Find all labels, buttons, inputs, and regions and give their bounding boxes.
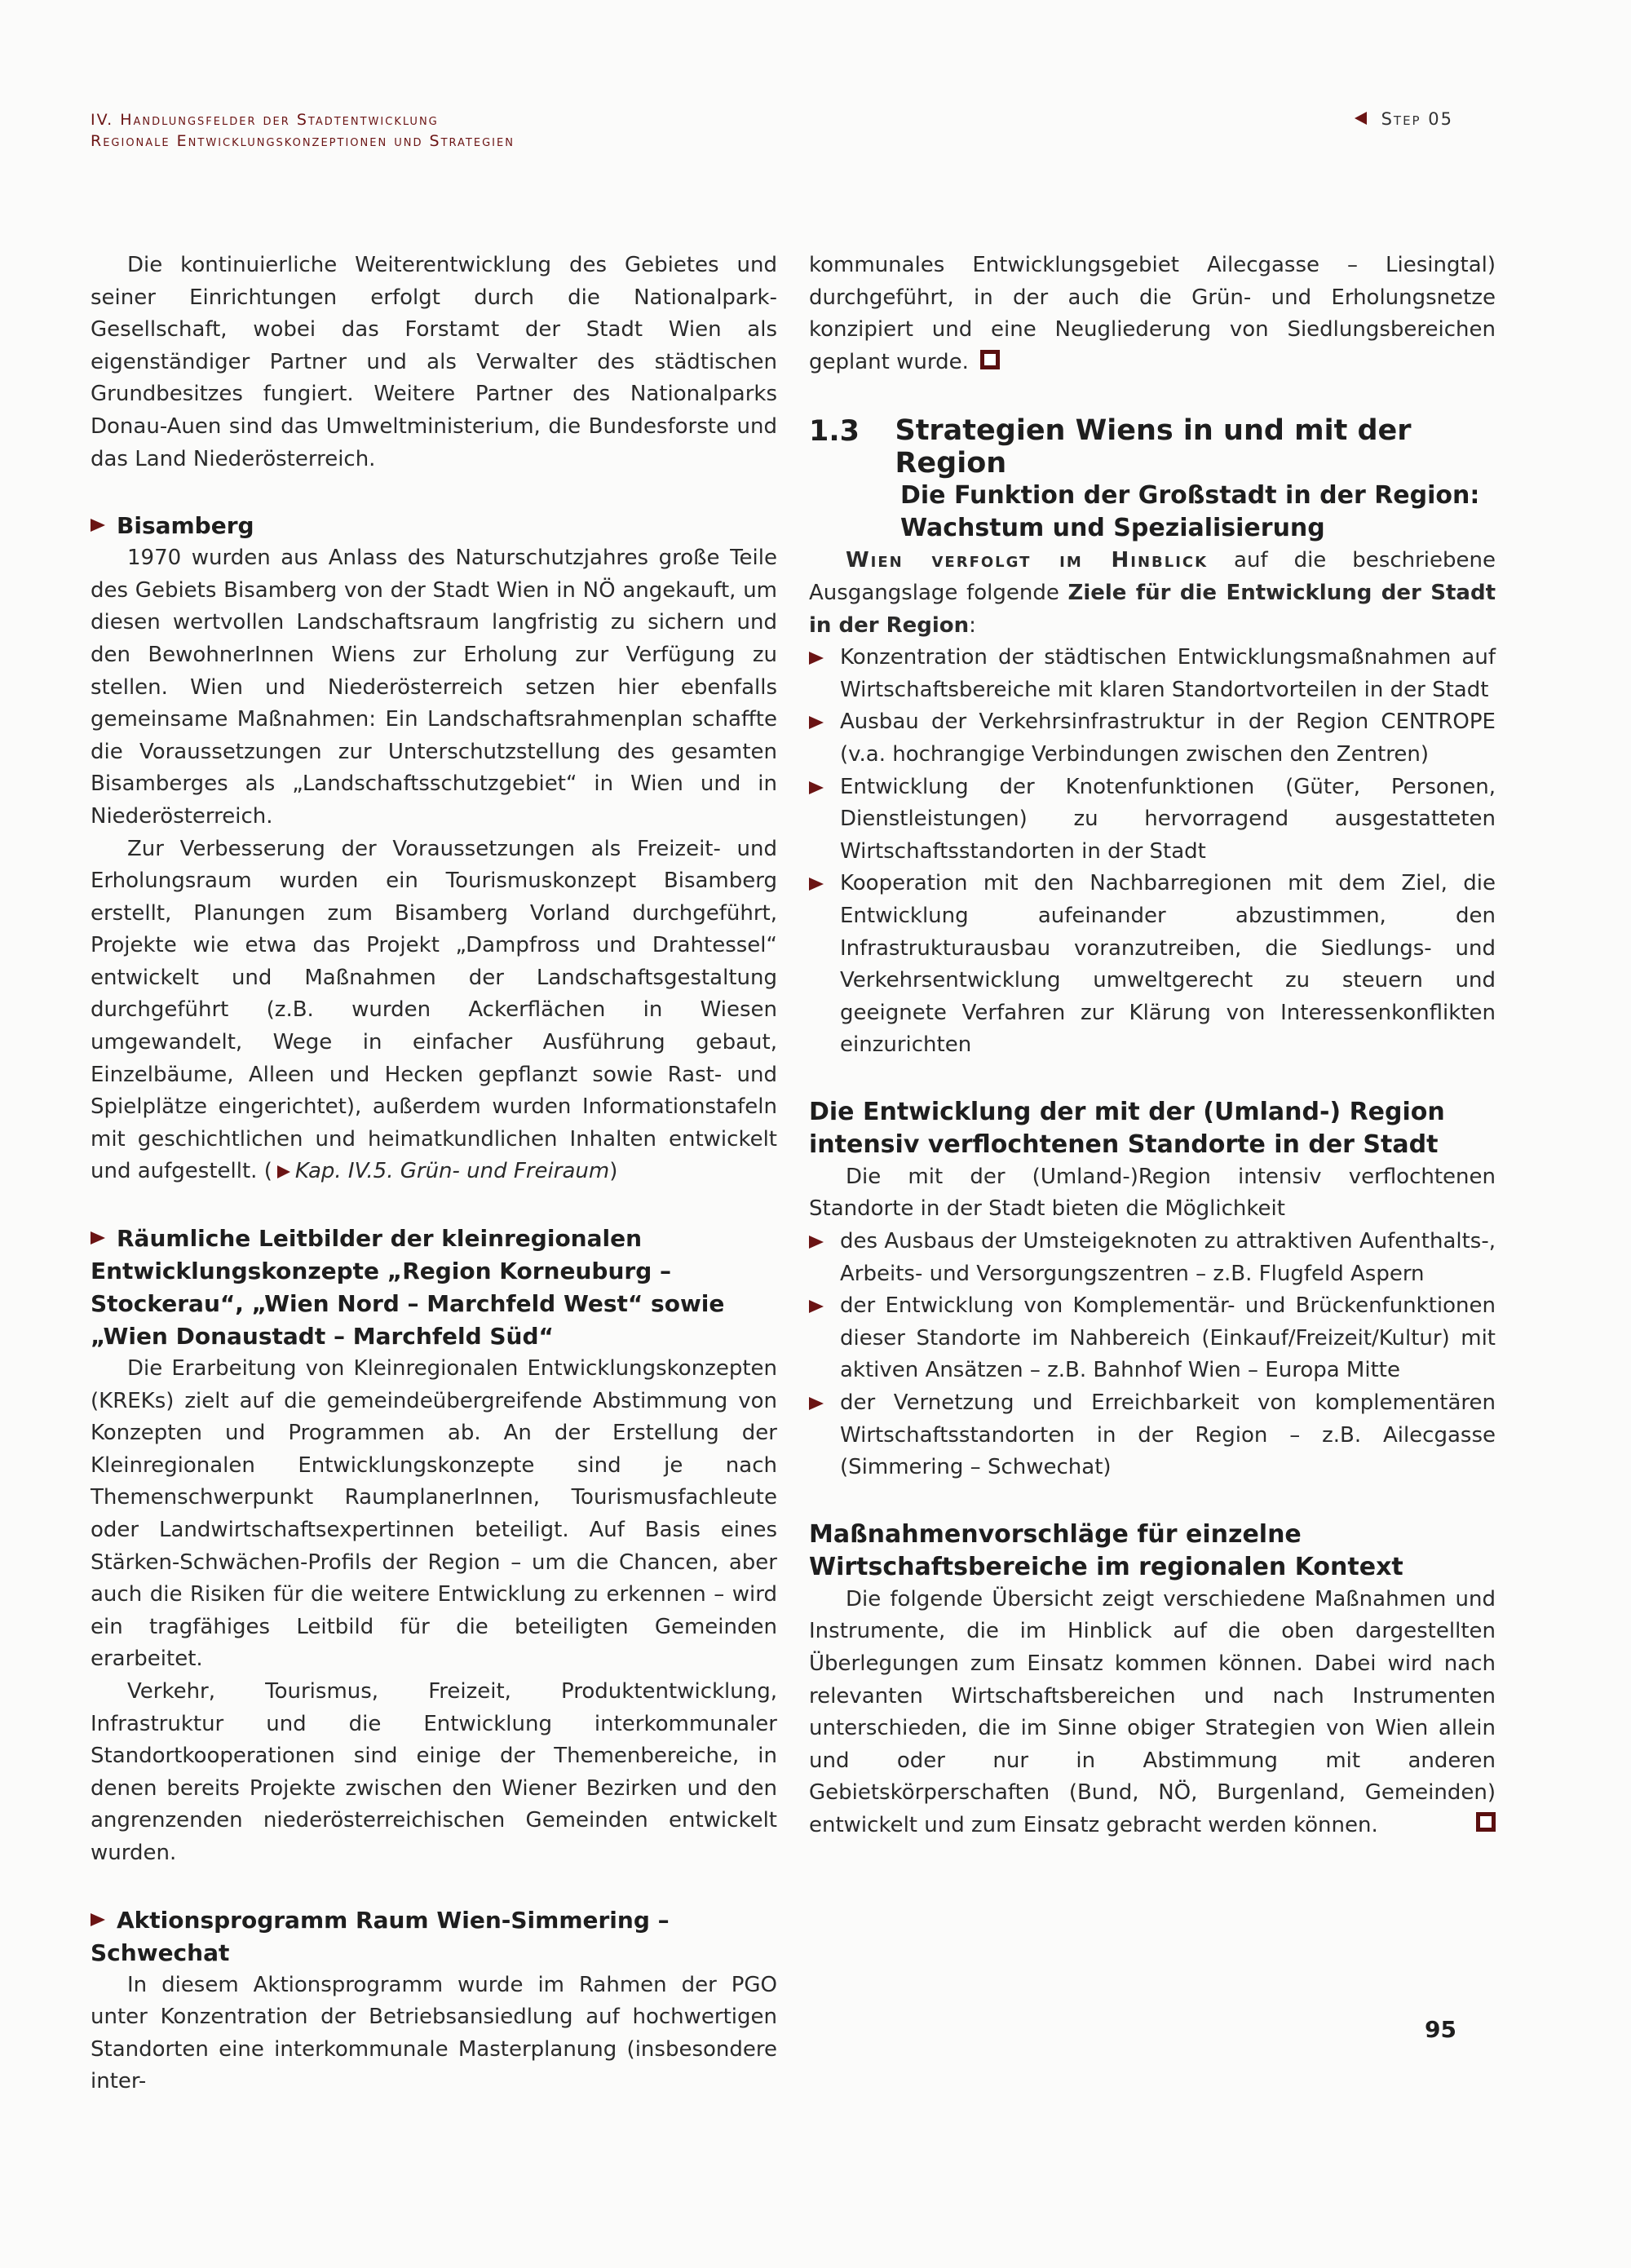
heading-aktionsprogramm: [91, 1904, 777, 1970]
intro-text: auf die beschriebene Ausgangslage folgende: [809, 548, 1496, 605]
list-item: [809, 1290, 1496, 1387]
right-column: [809, 250, 1496, 1842]
list-item: [809, 868, 1496, 1062]
paragraph-massnahmen: [809, 1584, 1496, 1842]
triangle-bullet-icon: [809, 1300, 824, 1313]
back-triangle-icon: [1355, 112, 1367, 125]
paragraph-massnahmen-text: Die folgende Übersicht zeigt verschiedene Maßnahmen und Instrumente, die im Hinblick auf die oben dargestellten Überlegungen zum Einsatz kommen können. Dabei wird nach relevanten Wirtschaftsbereichen und nach Instrumenten unterschieden, die im Sinne obiger Strategien von Wien allein und oder nur in Abstimmung mit anderen Gebietskörperschaften (Bund, NÖ, Burgenland, Gemeinden) entwickelt und zum Einsatz gebracht werden können.: [809, 1586, 1496, 1837]
paragraph-leitbilder-1: Die Erarbeitung von Kleinregionalen Entwicklungskonzepten (KREKs) zielt auf die gemeindeübergreifende Abstimmung von Konzepten und Programmen ab. An der Erstellung der Kleinregionalen Entwicklungskonzepte sind je nach Themenschwerpunkt RaumplanerInnen, Tourismusfachleute oder Landwirtschaftsexpertinnen beteiligt. Auf Basis eines Stärken-Schwächen-Profils der Region – um die Chancen, aber auch die Risiken für die weitere Entwicklung zu erkennen – wird ein tragfähiges Leitbild für die beteiligten Gemeinden erarbeitet.: [91, 1356, 777, 1672]
triangle-bullet-icon: [809, 878, 824, 891]
triangle-bullet-icon: [809, 1397, 824, 1410]
list-item: [809, 771, 1496, 869]
paragraph-continued-text: kommunales Entwicklungsgebiet Ailecgasse – Liesingtal) durchgeführt, in der auch die Grün- und Erholungsnetze konzipiert und eine Neugliederung von Siedlungsbereichen geplant wurde.: [809, 253, 1496, 374]
heading-massnahmen: Maßnahmenvorschläge für einzelne Wirtschaftsbereiche im regionalen Kontext: [809, 1519, 1403, 1581]
intro-colon: :: [969, 612, 976, 638]
heading-bisamberg-text: Bisamberg: [117, 512, 254, 540]
heading-leitbilder-text: Räumliche Leitbilder der kleinregionalen Entwicklungskonzepte „Region Korneuburg – Stockerau“, „Wien Nord – Marchfeld West“ sowie „Wien Donaustadt – Marchfeld Süd“: [91, 1225, 725, 1351]
list-item: [809, 1226, 1496, 1290]
end-square-icon: [1476, 1812, 1496, 1832]
paragraph-nationalpark: Die kontinuierliche Weiterentwicklung des Gebietes und seiner Einrichtungen erfolgt durch die Nationalpark-Gesellschaft, wobei das Forstamt der Stadt Wien als eigenständiger Partner und als Verwalter des städtischen Grundbesitzes fungiert. Weitere Partner des Nationalparks Donau-Auen sind das Umweltministerium, die Bundesforste und das Land Niederösterreich.: [91, 253, 777, 471]
intro-smallcaps: Wien verfolgt im Hinblick: [846, 548, 1209, 573]
triangle-bullet-icon: [91, 519, 105, 532]
list-item-text: Kooperation mit den Nachbarregionen mit dem Ziel, die Entwicklung aufeinander abzustimmen, den Infrastrukturausbau voranzutreiben, die Siedlungs- und Verkehrsentwicklung umweltgerecht zu steuern und geeignete Verfahren zur Klärung von Interessenkonflikten einzurichten: [840, 871, 1496, 1058]
running-header: [91, 109, 515, 152]
triangle-bullet-icon: [809, 781, 824, 794]
step-text: Step 05: [1381, 109, 1453, 129]
list-item: [809, 706, 1496, 771]
paragraph-intro: [809, 545, 1496, 642]
section-title: Strategien Wiens in und mit der Region: [895, 414, 1412, 480]
section-heading: [809, 414, 1496, 480]
list-item: [809, 1387, 1496, 1484]
paragraph-bisamberg-2: [91, 833, 777, 1189]
triangle-bullet-icon: [91, 1231, 105, 1245]
list-item-text: des Ausbaus der Umsteigeknoten zu attraktiven Aufenthalts-, Arbeits- und Versorgungszentren – z.B. Flugfeld Aspern: [840, 1229, 1496, 1286]
paragraph-bisamberg-2-text: Zur Verbesserung der Voraussetzungen als Freizeit- und Erholungsraum wurden ein Tourismuskonzept Bisamberg erstellt, Planungen zum Bisamberg Vorland durchgeführt, Projekte wie etwa das Projekt „Dampfross und Drahtessel“ entwickelt und Maßnahmen der Landschaftsgestaltung durchgeführt (z.B. wurden Ackerflächen in Wiesen umgewandelt, Wege in einfacher Ausführung gebaut, Einzelbäume, Alleen und Hecken gepflanzt sowie Rast- und Spielplätze eingerichtet), außerdem wurden Informationstafeln mit geschichtlichen und heimatkundlichen Inhalten entwickelt und aufgestellt. (: [91, 836, 777, 1184]
reference-arrow-icon: [277, 1165, 290, 1178]
paragraph-aktionsprogramm: In diesem Aktionsprogramm wurde im Rahmen der PGO unter Konzentration der Betriebsansiedlung auf hochwertigen Standorten eine interkommunale Masterplanung (insbesondere inter-: [91, 1972, 777, 2094]
triangle-bullet-icon: [91, 1913, 105, 1926]
list-item-text: der Vernetzung und Erreichbarkeit von komplementären Wirtschaftsstandorten in der Region – z.B. Ailecgasse (Simmering – Schwechat): [840, 1390, 1496, 1480]
header-section: Regionale Entwicklungskonzeptionen und Strategien: [91, 132, 515, 150]
heading-aktionsprogramm-text: Aktionsprogramm Raum Wien-Simmering – Schwechat: [91, 1906, 670, 1966]
cross-reference-link[interactable]: Kap. IV.5. Grün- und Freiraum: [294, 1159, 610, 1184]
paragraph-bisamberg-2-close: ): [609, 1159, 618, 1184]
intro-bold: Ziele für die Entwicklung der Stadt in der Region: [809, 580, 1496, 638]
list-item-text: der Entwicklung von Komplementär- und Brückenfunktionen dieser Standorte im Nahbereich (Einkauf/Freizeit/Kultur) mit aktiven Ansätzen – z.B. Bahnhof Wien – Europa Mitte: [840, 1293, 1496, 1383]
paragraph-continued: [809, 250, 1496, 378]
section-subtitle: Die Funktion der Großstadt in der Region: Wachstum und Spezialisierung: [900, 481, 1480, 543]
heading-bisamberg: [91, 510, 777, 542]
triangle-bullet-icon: [809, 1236, 824, 1249]
page-number: 95: [1425, 2016, 1456, 2043]
paragraph-bisamberg-1: 1970 wurden aus Anlass des Naturschutzjahres große Teile des Gebiets Bisamberg von der Stadt Wien in NÖ angekauft, um diesen wertvollen Landschaftsraum langfristig zu sichern und den BewohnerInnen Wiens zur Erholung zur Verfügung zu stellen. Wien und Niederösterreich setzen hier ebenfalls gemeinsame Maßnahmen: Ein Landschaftsrahmenplan schaffte die Voraussetzungen zur Unterschutzstellung des gesamten Bisamberges als „Landschaftsschutzgebiet“ in Wien und in Niederösterreich.: [91, 546, 777, 829]
header-chapter: IV. Handlungsfelder der Stadtentwicklung: [91, 111, 439, 129]
paragraph-umland: Die mit der (Umland-)Region intensiv verflochtenen Standorte in der Stadt bieten die Möglichkeit: [809, 1164, 1496, 1222]
list-item-text: Ausbau der Verkehrsinfrastruktur in der Region CENTROPE (v.a. hochrangige Verbindungen zwischen den Zentren): [840, 710, 1496, 767]
triangle-bullet-icon: [809, 716, 824, 729]
heading-leitbilder: [91, 1222, 777, 1353]
step-label: [1355, 109, 1453, 129]
left-column: [91, 250, 777, 2098]
list-item-text: Konzentration der städtischen Entwicklungsmaßnahmen auf Wirtschaftsbereiche mit klaren Standortvorteilen in der Stadt: [840, 645, 1496, 702]
list-item-text: Entwicklung der Knotenfunktionen (Güter, Personen, Dienstleistungen) zu hervorragend ausgestatteten Wirtschaftsstandorten in der Stadt: [840, 774, 1496, 864]
paragraph-leitbilder-2: Verkehr, Tourismus, Freizeit, Produktentwicklung, Infrastruktur und die Entwicklung interkommunaler Standortkooperationen sind einige der Themenbereiche, in denen bereits Projekte zwischen den Wiener Bezirken und den angrenzenden niederösterreichischen Gemeinden entwickelt wurden.: [91, 1678, 777, 1865]
section-number: 1.3: [809, 415, 860, 449]
triangle-bullet-icon: [809, 652, 824, 665]
end-square-icon: [980, 350, 1000, 369]
heading-umland: Die Entwicklung der mit der (Umland-) Region intensiv verflochtenen Standorte in der Stadt: [809, 1097, 1445, 1159]
list-item: [809, 642, 1496, 706]
